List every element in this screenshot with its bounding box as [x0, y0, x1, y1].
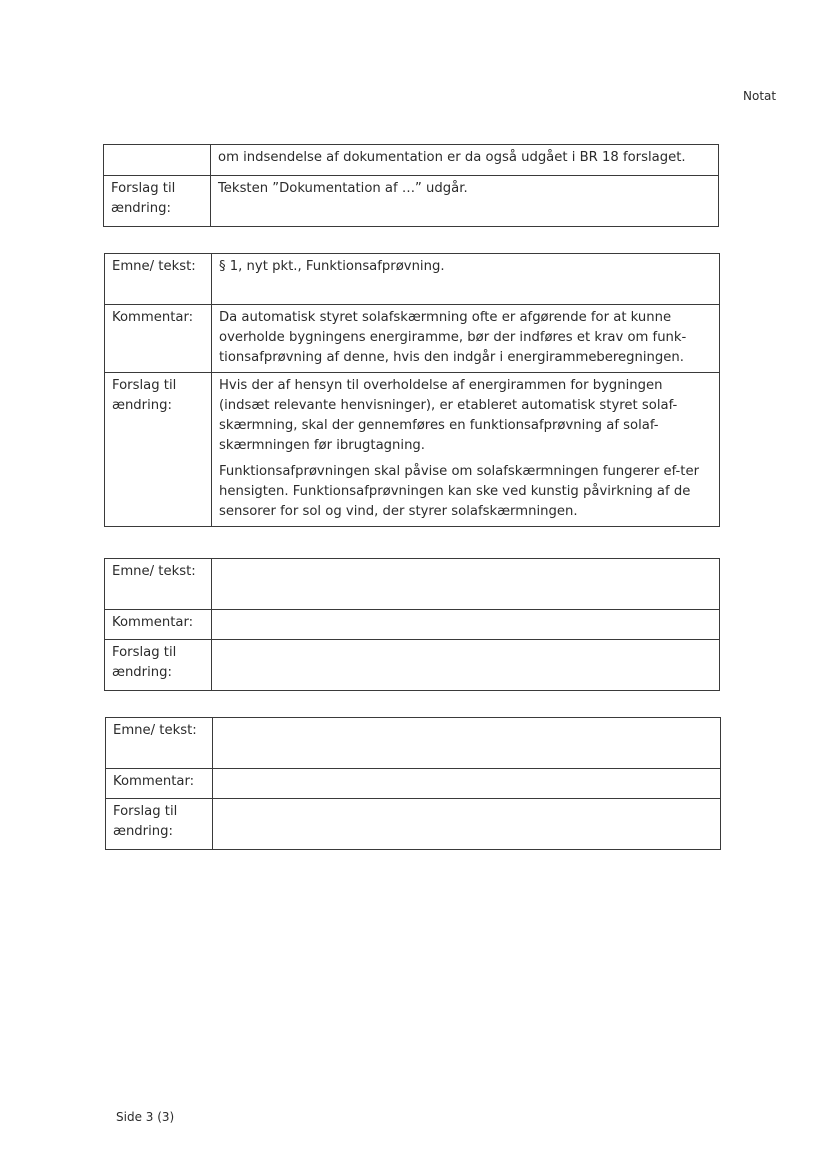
table-row — [105, 640, 720, 691]
table-row — [105, 373, 720, 527]
row-label: Emne/ tekst: — [105, 254, 212, 305]
row-content — [213, 718, 721, 769]
document-type-label: Notat — [743, 89, 777, 103]
page-number: Side 3 (3) — [116, 1110, 175, 1124]
content-paragraph: Teksten ”Dokumentation af …” udgår. — [218, 181, 468, 196]
table-row — [104, 176, 719, 227]
row-content — [212, 559, 720, 610]
row-label: Emne/ tekst: — [106, 718, 213, 769]
table-row — [105, 254, 720, 305]
content-paragraph: Hvis der af hensyn til overholdelse af energirammen for bygningen (indsæt relevante henvisninger), er etableret automatisk styret solaf-skærmning, skal der gennemføres en funktionsafprøvning af solaf-skærmningen før ibrugtagning. — [219, 378, 678, 453]
row-content — [211, 176, 719, 227]
row-label: Kommentar: — [105, 610, 212, 640]
content-paragraph: om indsendelse af dokumentation er da også udgået i BR 18 forslaget. — [218, 150, 686, 165]
row-label: Forslag til ændring: — [105, 640, 212, 691]
row-content — [212, 254, 720, 305]
table-row — [105, 305, 720, 373]
row-label: Emne/ tekst: — [105, 559, 212, 610]
row-label: Forslag til ændring: — [105, 373, 212, 527]
table-row — [106, 718, 721, 769]
row-label: Forslag til ændring: — [106, 799, 213, 850]
table-row — [105, 559, 720, 610]
proposal-table-3 — [104, 558, 720, 691]
row-label: Forslag til ændring: — [104, 176, 211, 227]
row-content — [212, 305, 720, 373]
table-row — [106, 799, 721, 850]
table-row — [105, 610, 720, 640]
proposal-table-2 — [104, 253, 720, 527]
row-content — [211, 145, 719, 176]
row-label: Kommentar: — [105, 305, 212, 373]
row-content — [212, 640, 720, 691]
content-paragraph: Da automatisk styret solafskærmning ofte er afgørende for at kunne overholde bygningens energiramme, bør der indføres et krav om funk-tionsafprøvning af denne, hvis den indgår i energirammeberegningen. — [219, 310, 687, 365]
table-row — [106, 769, 721, 799]
proposal-table-4 — [105, 717, 721, 850]
row-content — [212, 373, 720, 527]
row-content — [212, 610, 720, 640]
row-content — [213, 769, 721, 799]
row-content — [213, 799, 721, 850]
content-paragraph: Funktionsafprøvningen skal påvise om solafskærmningen fungerer ef-ter hensigten. Funktionsafprøvningen kan ske ved kunstig påvirkning af de sensorer for sol og vind, der styrer solafskærmningen. — [219, 464, 700, 519]
row-label: Kommentar: — [106, 769, 213, 799]
proposal-table-1 — [103, 144, 719, 227]
content-paragraph: § 1, nyt pkt., Funktionsafprøvning. — [219, 259, 445, 274]
table-row — [104, 145, 719, 176]
row-label — [104, 145, 211, 176]
